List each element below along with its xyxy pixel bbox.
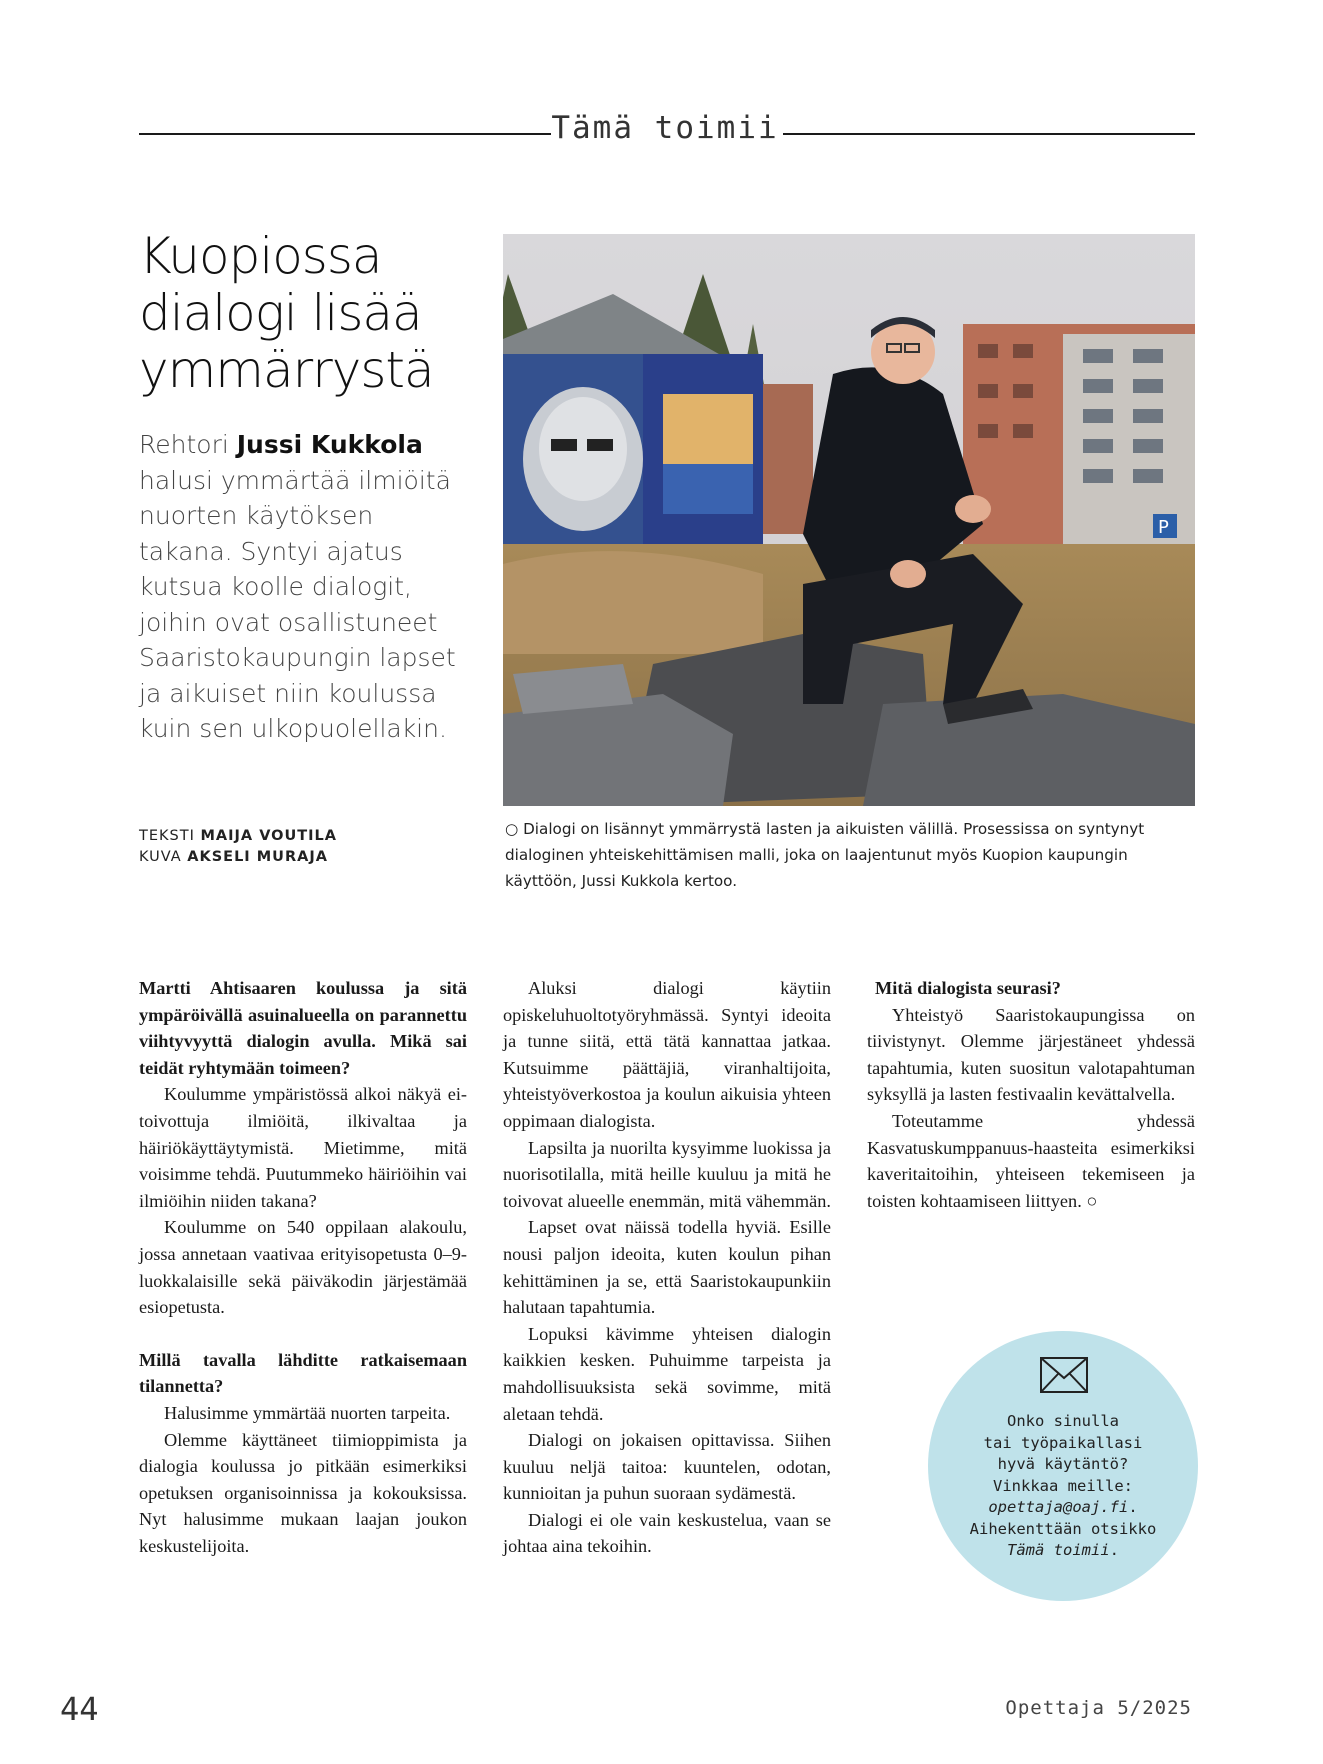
header-rule-right [783,133,1195,135]
article-headline: Kuopiossa dialogi lisää ymmärrystä [139,227,434,399]
photo-caption [505,816,1195,894]
paragraph: Aluksi dialogi käytiin opiskeluhuoltotyöryhmässä. Syntyi ideoita ja tunne siitä, että tätä kannattaa jatkaa. Kutsuimme päättäjiä, viranhaltijoita, yhteistyöverkostoa ja koulun aikuisia yhteen oppimaan dialogista. [503,978,831,1131]
paragraph: Dialogi ei ole vain keskustelua, vaan se johtaa aina tekoihin. [503,1509,831,1557]
paragraph: Yhteistyö Saaristokaupungissa on tiivistynyt. Olemme järjestäneet yhdessä tapahtumia, kuten suositun valotapahtuman syksyllä ja lasten festivaalin kevättalvella. [867,1004,1195,1105]
page-number: 44 [60,1690,99,1728]
caption-bullet-icon: ○ [505,820,519,838]
article-lead [139,427,469,747]
tip-line: hyvä käytäntö? [997,1455,1129,1473]
article-credits [139,826,459,868]
credit-photo-label: KUVA [139,849,182,865]
paragraph: Koulumme ympäristössä alkoi näkyä ei-toivottuja ilmiöitä, ilkivaltaa ja häiriökäyttäytymistä. Mietimme, mitä voisimme tehdä. Puutummeko häiriöihin vai ilmiöihin niiden takana? [139,1084,467,1211]
svg-text:P: P [1158,517,1169,538]
paragraph: Dialogi on jokaisen opittavissa. Siihen kuuluu neljä taitoa: kuuntelen, odotan, kunnioitan ja puhun suoraan sydämestä. [503,1430,831,1504]
paragraph: Lapsilta ja nuorilta kysyimme luokissa ja nuorisotilalla, mitä heille kuuluu ja mitä he toivovat alueelle enemmän, mitä vähemmän. [503,1137,831,1211]
paragraph-text: Toteutamme yhdessä Kasvatuskumppanuus-haasteita esimerkiksi kaveritaitoihin, yhteiseen tekemiseen ja toisten kohtaamiseen liittyen. [867,1110,1195,1211]
tip-email-suffix: . [1128,1498,1138,1516]
tip-line: Aihekenttään otsikko [969,1519,1157,1538]
issue-label: Opettaja 5/2025 [1005,1697,1192,1719]
body-column-2 [503,975,831,1560]
tip-topic-suffix: . [1109,1541,1119,1559]
envelope-icon [1039,1356,1089,1396]
photo-illustration [503,234,1195,806]
tip-line: Onko sinulla [1007,1412,1119,1430]
question-2: Millä tavalla lähditte ratkaisemaan tilannetta? [139,1349,467,1397]
credit-text-name: MAIJA VOUTILA [200,828,338,844]
tip-topic: Tämä toimii [1007,1541,1110,1559]
question-1: Martti Ahtisaaren koulussa ja sitä ympäröivällä asuinalueella on parannettu viihtyvyyttä dialogin avulla. Mikä sai teidät ryhtymään toimeen? [139,978,467,1078]
paragraph: Olemme käyttäneet tiimioppimista ja dialogia koulussa jo pitkään esimerkiksi opetuksen organisoinnissa ja kokouksissa. Nyt halusimme mukaan laajan joukon keskustelijoita. [139,1429,467,1556]
caption-text: Dialogi on lisännyt ymmärrystä lasten ja aikuisten välillä. Prosessissa on syntynyt dialoginen yhteiskehittämisen malli, joka on laajentunut myös Kuopion kaupungin käyttöön, Jussi Kukkola kertoo. [505,820,1145,890]
credit-photo-name: AKSELI MURAJA [187,849,328,865]
paragraph: Halusimme ymmärtää nuorten tarpeita. [164,1402,451,1423]
tip-email[interactable]: opettaja@oaj.fi [988,1498,1129,1516]
article-photo [503,234,1195,806]
credit-text-label: TEKSTI [139,828,195,844]
paragraph: Koulumme on 540 oppilaan alakoulu, jossa annetaan vaativaa erityisopetusta 0–9-luokkalaisille sekä päiväkodin järjestämää esiopetusta. [139,1217,467,1318]
paragraph [867,1108,1195,1214]
tip-line: tai työpaikallasi [983,1433,1143,1452]
lead-text: halusi ymmärtää ilmiöitä nuorten käytöksen takana. Syntyi ajatus kutsua koolle dialogit, joihin ovat osallistuneet Saaristokaupungin lapset ja aikuiset niin koulussa kuin sen ulkopuolellakin. [139,465,456,743]
lead-prefix: Rehtori [139,430,229,459]
header-rule-left [139,133,551,135]
lead-name: Jussi Kukkola [236,430,423,459]
end-mark-icon: ○ [1086,1190,1098,1211]
body-column-3 [867,975,1195,1214]
tip-text [938,1411,1188,1562]
question-3: Mitä dialogista seurasi? [875,978,1061,998]
body-column-1 [139,975,467,1559]
tip-line: Vinkkaa meille: [993,1476,1133,1495]
section-title: Tämä toimii [551,110,779,146]
paragraph: Lopuksi kävimme yhteisen dialogin kaikkien kesken. Puhuimme tarpeista ja mahdollisuuksista sekä sovimme, mitä aletaan tehdä. [503,1323,831,1424]
paragraph: Lapset ovat näissä todella hyviä. Esille nousi paljon ideoita, kuten koulun pihan kehittäminen ja se, että Saaristokaupunkiin halutaan tapahtumia. [503,1217,831,1318]
